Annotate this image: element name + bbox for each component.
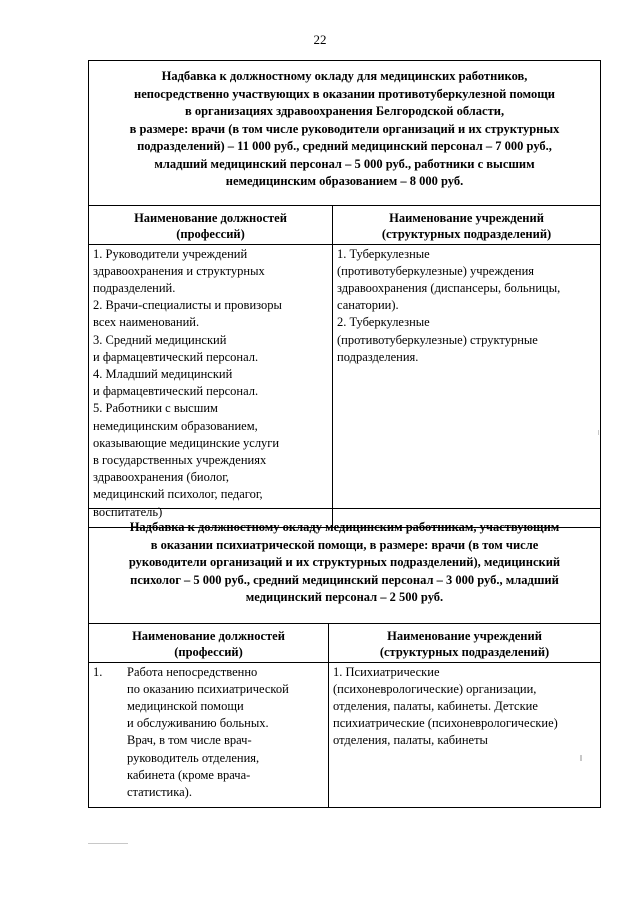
scan-speck — [88, 843, 128, 844]
heading-line: психолог – 5 000 руб., средний медицинский персонал – 3 000 руб., младший — [130, 572, 559, 587]
positions-cell — [89, 662, 329, 808]
heading-line: Надбавка к должностному окладу медицинским работникам, участвующим — [129, 520, 560, 534]
table-tuberculosis-bonus — [88, 60, 601, 528]
institutions-cell: 1. Психиатрические (психоневрологические) организации, отделения, палаты, кабинеты. Детские психиатрические (психоневрологические) отделения, палаты, кабинеты — [329, 662, 601, 808]
scan-speck — [580, 755, 582, 761]
scan-speck — [598, 430, 599, 435]
heading-line: подразделений) – 11 000 руб., средний медицинский персонал – 7 000 руб., — [137, 139, 552, 153]
table-psychiatric-bonus — [88, 508, 601, 808]
heading-line: в размере: врачи (в том числе руководители организаций и их структурных — [129, 121, 560, 136]
section-heading — [89, 61, 601, 206]
item-number: 1. — [93, 664, 103, 679]
positions-cell: 1. Руководители учреждений здравоохранения и структурных подразделений. 2. Врачи-специалисты и провизоры всех наименований. 3. Средний медицинский и фармацевтический персонал. 4. Младший медицинский и фармацевтический персонал. 5. Работники с высшим немедицинским образованием, оказывающие медицинские услуги в государственных учреждениях здравоохранения (биолог, медицинский психолог, педагог, воспитатель) — [89, 244, 333, 527]
item-text: Работа непосредственно по оказанию психиатрической медицинской помощи и обслуживанию больных. Врач, в том числе врач- руководитель отделения, кабинета (кроме врача- статистика). — [127, 664, 289, 799]
heading-row — [89, 61, 601, 206]
heading-line: непосредственно участвующих в оказании противотуберкулезной помощи — [134, 86, 555, 101]
numbered-item — [93, 664, 324, 802]
table-row — [89, 244, 601, 527]
heading-line: младший медицинский персонал – 5 000 руб., работники с высшим — [154, 156, 535, 171]
heading-line: немедицинским образованием – 8 000 руб. — [225, 174, 464, 188]
page-number: 22 — [313, 32, 327, 47]
column-header-row — [89, 205, 601, 244]
column-header-institutions: Наименование учреждений (структурных подразделений) — [329, 623, 601, 662]
heading-line: Надбавка к должностному окладу для медицинских работников, — [161, 69, 528, 83]
heading-line: медицинский персонал – 2 500 руб. — [245, 590, 444, 604]
column-header-row — [89, 623, 601, 662]
institutions-cell: 1. Туберкулезные (противотуберкулезные) учреждения здравоохранения (диспансеры, больницы, санатории). 2. Туберкулезные (противотуберкулезные) структурные подразделения. — [333, 244, 601, 527]
heading-line: руководители организаций и их структурных подразделений), медицинский — [128, 555, 561, 569]
column-header-positions: Наименование должностей (профессий) — [89, 205, 333, 244]
heading-line: в организациях здравоохранения Белгородской области, — [184, 104, 505, 118]
table-row — [89, 662, 601, 808]
section-heading — [89, 509, 601, 624]
column-header-positions: Наименование должностей (профессий) — [89, 623, 329, 662]
heading-line: в оказании психиатрической помощи, в размере: врачи (в том числе — [150, 537, 539, 552]
heading-row — [89, 509, 601, 624]
column-header-institutions: Наименование учреждений (структурных подразделений) — [333, 205, 601, 244]
